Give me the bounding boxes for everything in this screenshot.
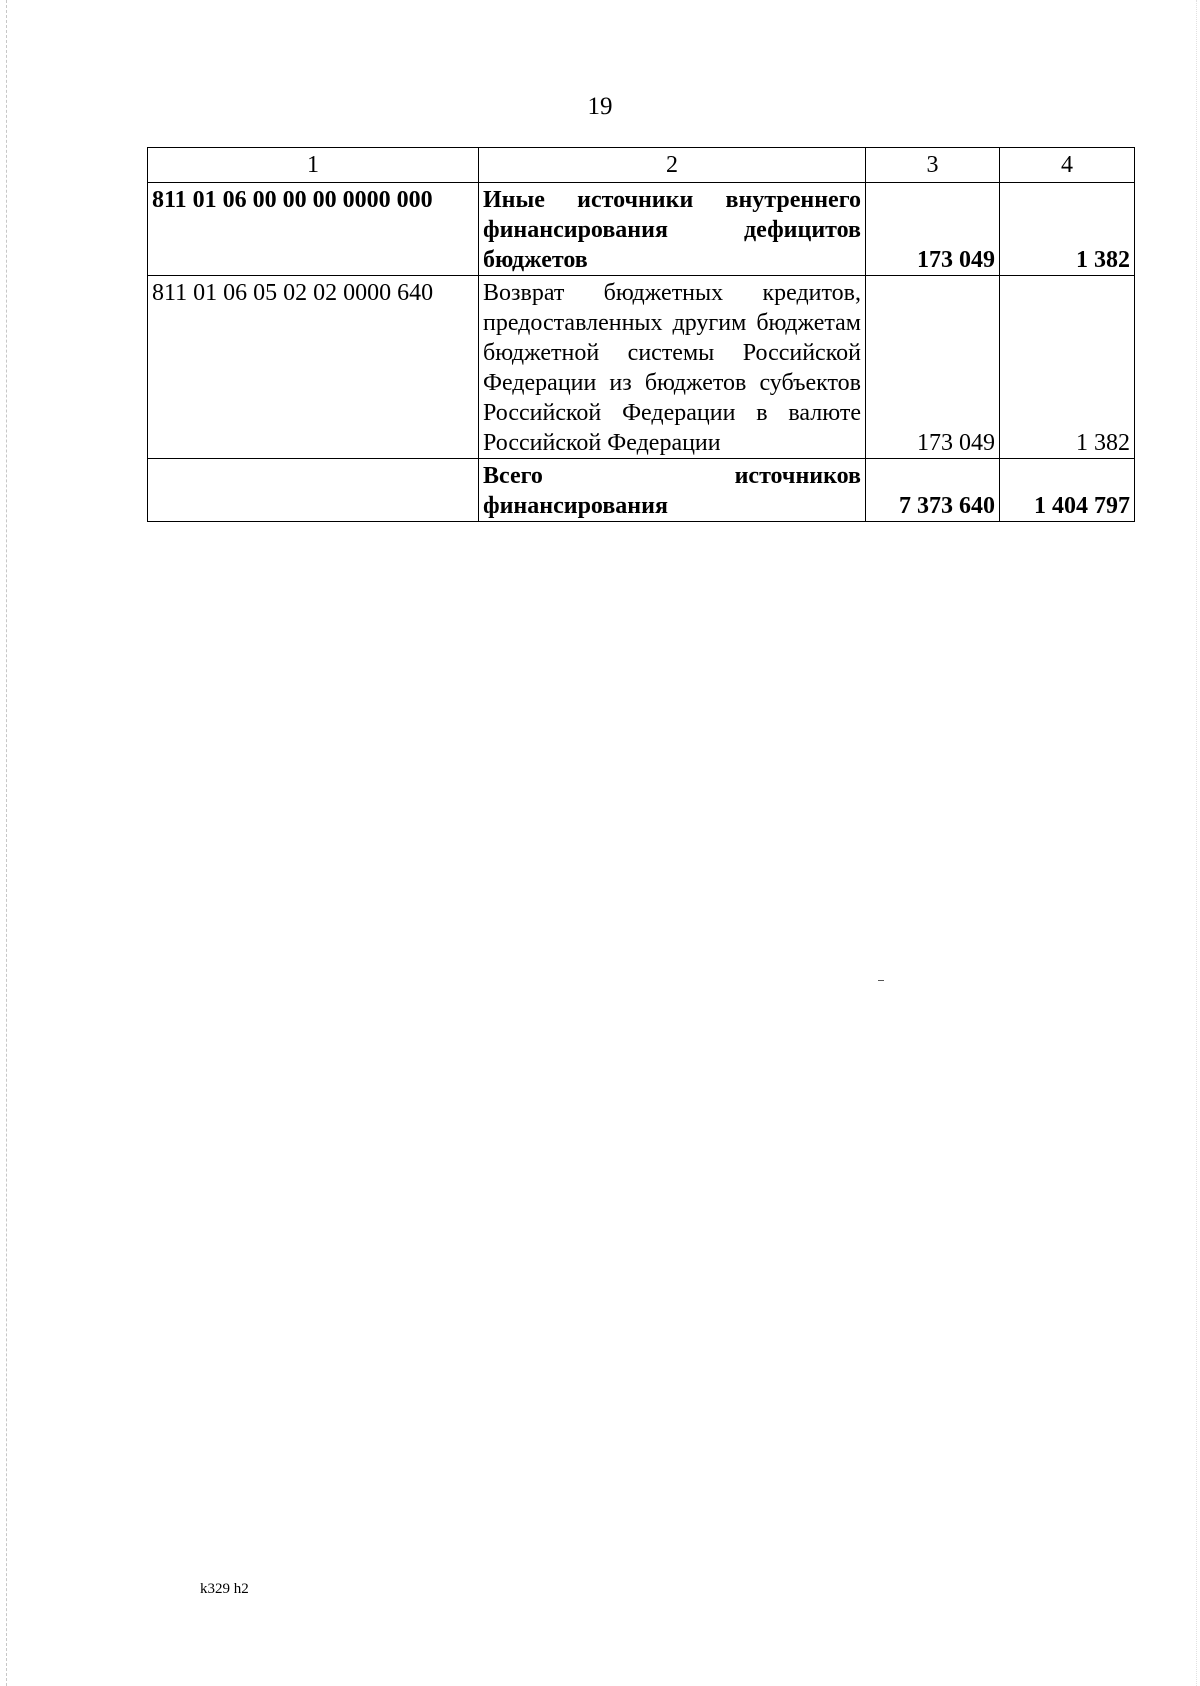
document-footer-mark: k329 h2 xyxy=(200,1581,249,1597)
table-row xyxy=(148,183,1135,276)
amount-col-3: 173 049 xyxy=(866,183,1000,276)
table-row xyxy=(148,276,1135,459)
source-name: Иные источники внутреннего финансирования дефицитов бюджетов xyxy=(479,183,866,276)
page-number: 19 xyxy=(587,93,613,120)
column-number-3: 3 xyxy=(866,148,1000,183)
column-number-4: 4 xyxy=(1000,148,1135,183)
amount-col-3: 173 049 xyxy=(866,276,1000,459)
budget-classification-code: 811 01 06 00 00 00 0000 000 xyxy=(148,183,479,276)
scan-edge-right xyxy=(1196,0,1197,1686)
amount-col-4: 1 382 xyxy=(1000,183,1135,276)
financing-sources-table xyxy=(147,147,1135,522)
amount-col-4: 1 404 797 xyxy=(1000,459,1135,522)
budget-classification-code: 811 01 06 05 02 02 0000 640 xyxy=(148,276,479,459)
column-number-row xyxy=(148,148,1135,183)
column-number-1: 1 xyxy=(148,148,479,183)
total-row xyxy=(148,459,1135,522)
amount-col-4: 1 382 xyxy=(1000,276,1135,459)
source-name: Возврат бюджетных кредитов, предоставленных другим бюджетам бюджетной системы Российской Федерации из бюджетов субъектов Российской Федерации в валюте Российской Федерации xyxy=(479,276,866,459)
budget-classification-code xyxy=(148,459,479,522)
scan-speck xyxy=(878,980,884,981)
source-name: Всего источников финансирования xyxy=(479,459,866,522)
amount-col-3: 7 373 640 xyxy=(866,459,1000,522)
column-number-2: 2 xyxy=(479,148,866,183)
scan-edge-left xyxy=(6,0,7,1686)
